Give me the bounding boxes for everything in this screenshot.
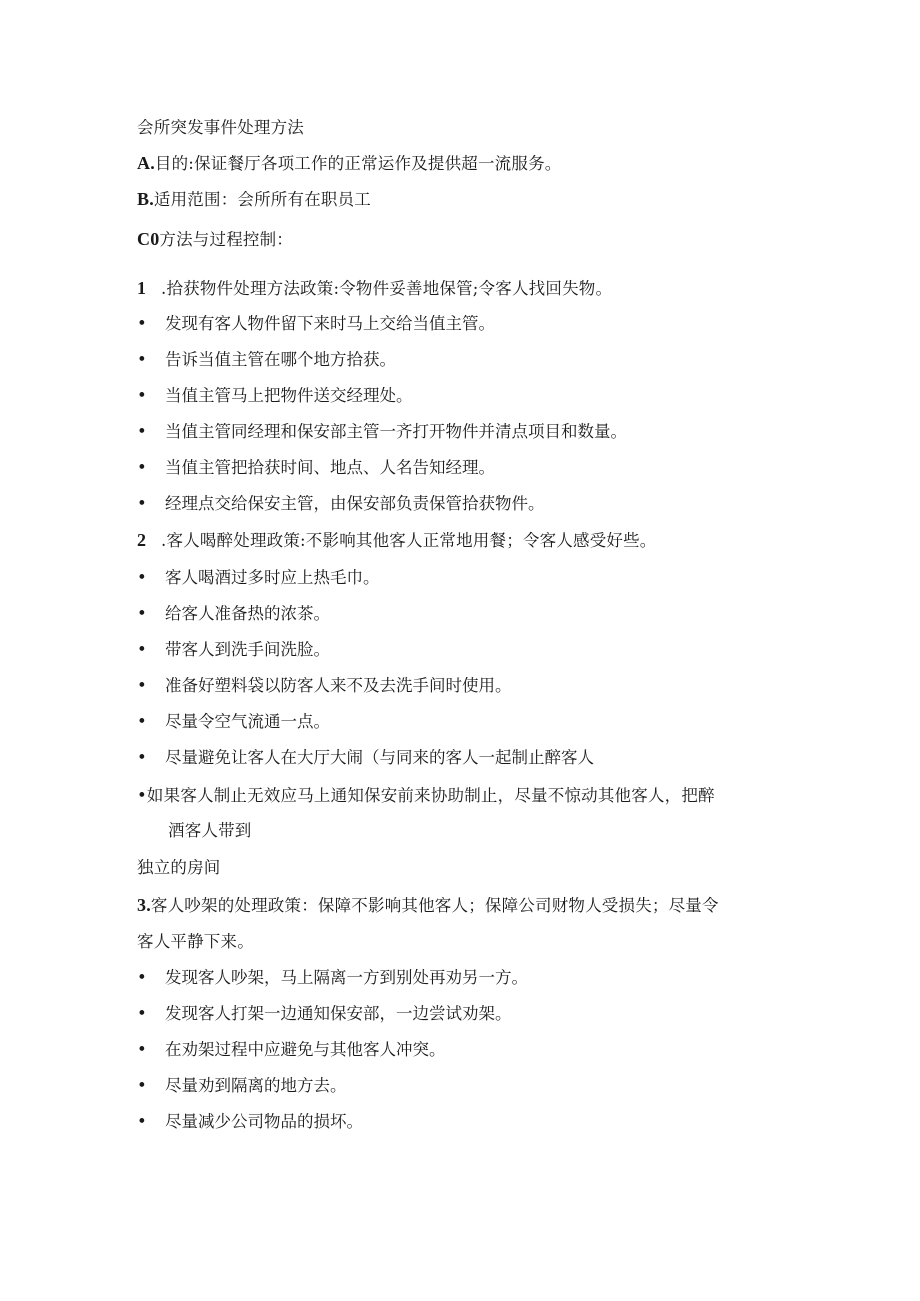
section1-text: .拾获物件处理方法政策:令物件妥善地保管;令客人找回失物。 [161, 279, 613, 298]
list-item: • 尽量令空气流通一点。 [137, 710, 797, 734]
list-item: • 发现有客人物件留下来时马上交给当值主管。 [137, 312, 797, 336]
section2-last-item: •如果客人制止无效应马上通知保安前来协助制止，尽量不惊动其他客人，把醉 [137, 786, 715, 805]
section2-heading [137, 528, 797, 553]
bullet-icon: • [137, 386, 147, 405]
purpose-line [137, 151, 797, 176]
method-line [137, 227, 797, 252]
section2-text: .客人喝醉处理政策:不影响其他客人正常地用餐；令客人感受好些。 [161, 531, 657, 550]
bullet-icon: • [137, 676, 147, 695]
scope-text: 适用范围：会所所有在职员工 [153, 190, 372, 209]
bullet-icon: • [137, 494, 147, 513]
list-item: • 在劝架过程中应避免与其他客人冲突。 [137, 1038, 797, 1062]
section2-last-item-cont: 酒客人带到 [168, 821, 252, 840]
list-item: • 尽量避免让客人在大厅大闹（与同来的客人一起制止醉客人 [137, 746, 797, 770]
section3-label: 3. [137, 895, 151, 915]
section3-heading [137, 893, 797, 918]
section2-last-item-cont2: 独立的房间 [137, 858, 221, 877]
list-item: • 准备好塑料袋以防客人来不及去洗手间时使用。 [137, 674, 797, 698]
bullet-icon: • [137, 712, 147, 731]
section3-text: 客人吵架的处理政策：保障不影响其他客人；保障公司财物人受损失；尽量令 [150, 896, 719, 915]
bullet-icon: • [137, 1040, 147, 1059]
list-item: • 客人喝酒过多时应上热毛巾。 [137, 566, 797, 590]
bullet-icon: • [137, 422, 147, 441]
bullet-icon: • [137, 1004, 147, 1023]
list-item: • 经理点交给保安主管，由保安部负责保管拾获物件。 [137, 492, 797, 516]
list-item: • 尽量减少公司物品的损坏。 [137, 1110, 797, 1134]
list-item: • 当值主管马上把物件送交经理处。 [137, 384, 797, 408]
method-text: 方法与过程控制： [159, 230, 294, 249]
section2-number: 2 [137, 530, 147, 550]
scope-line [137, 187, 797, 212]
bullet-icon: • [137, 1112, 147, 1131]
bullet-icon: • [137, 748, 147, 767]
list-item: • 尽量劝到隔离的地方去。 [137, 1074, 797, 1098]
method-label: C0 [137, 229, 160, 249]
bullet-icon: • [137, 458, 147, 477]
list-item: • 给客人准备热的浓茶。 [137, 602, 797, 626]
list-item: • 带客人到洗手间洗脸。 [137, 638, 797, 662]
list-item: • 发现客人吵架，马上隔离一方到别处再劝另一方。 [137, 966, 797, 990]
bullet-icon: • [137, 968, 147, 987]
purpose-label: A. [137, 153, 155, 173]
document-title: 会所突发事件处理方法 [137, 118, 304, 137]
section3-heading-cont: 客人平静下来。 [137, 932, 254, 951]
list-item: • 当值主管把拾获时间、地点、人名告知经理。 [137, 456, 797, 480]
bullet-icon: • [137, 640, 147, 659]
list-item: • 告诉当值主管在哪个地方拾获。 [137, 348, 797, 372]
section1-heading [137, 276, 797, 301]
bullet-icon: • [137, 350, 147, 369]
bullet-icon: • [137, 568, 147, 587]
section1-number: 1 [137, 278, 147, 298]
bullet-icon: • [137, 604, 147, 623]
scope-label: B. [137, 189, 154, 209]
list-item: • 发现客人打架一边通知保安部，一边尝试劝架。 [137, 1002, 797, 1026]
purpose-text: 目的:保证餐厅各项工作的正常运作及提供超一流服务。 [154, 154, 562, 173]
list-item: • 当值主管同经理和保安部主管一齐打开物件并清点项目和数量。 [137, 420, 797, 444]
bullet-icon: • [137, 314, 147, 333]
bullet-icon: • [137, 1076, 147, 1095]
